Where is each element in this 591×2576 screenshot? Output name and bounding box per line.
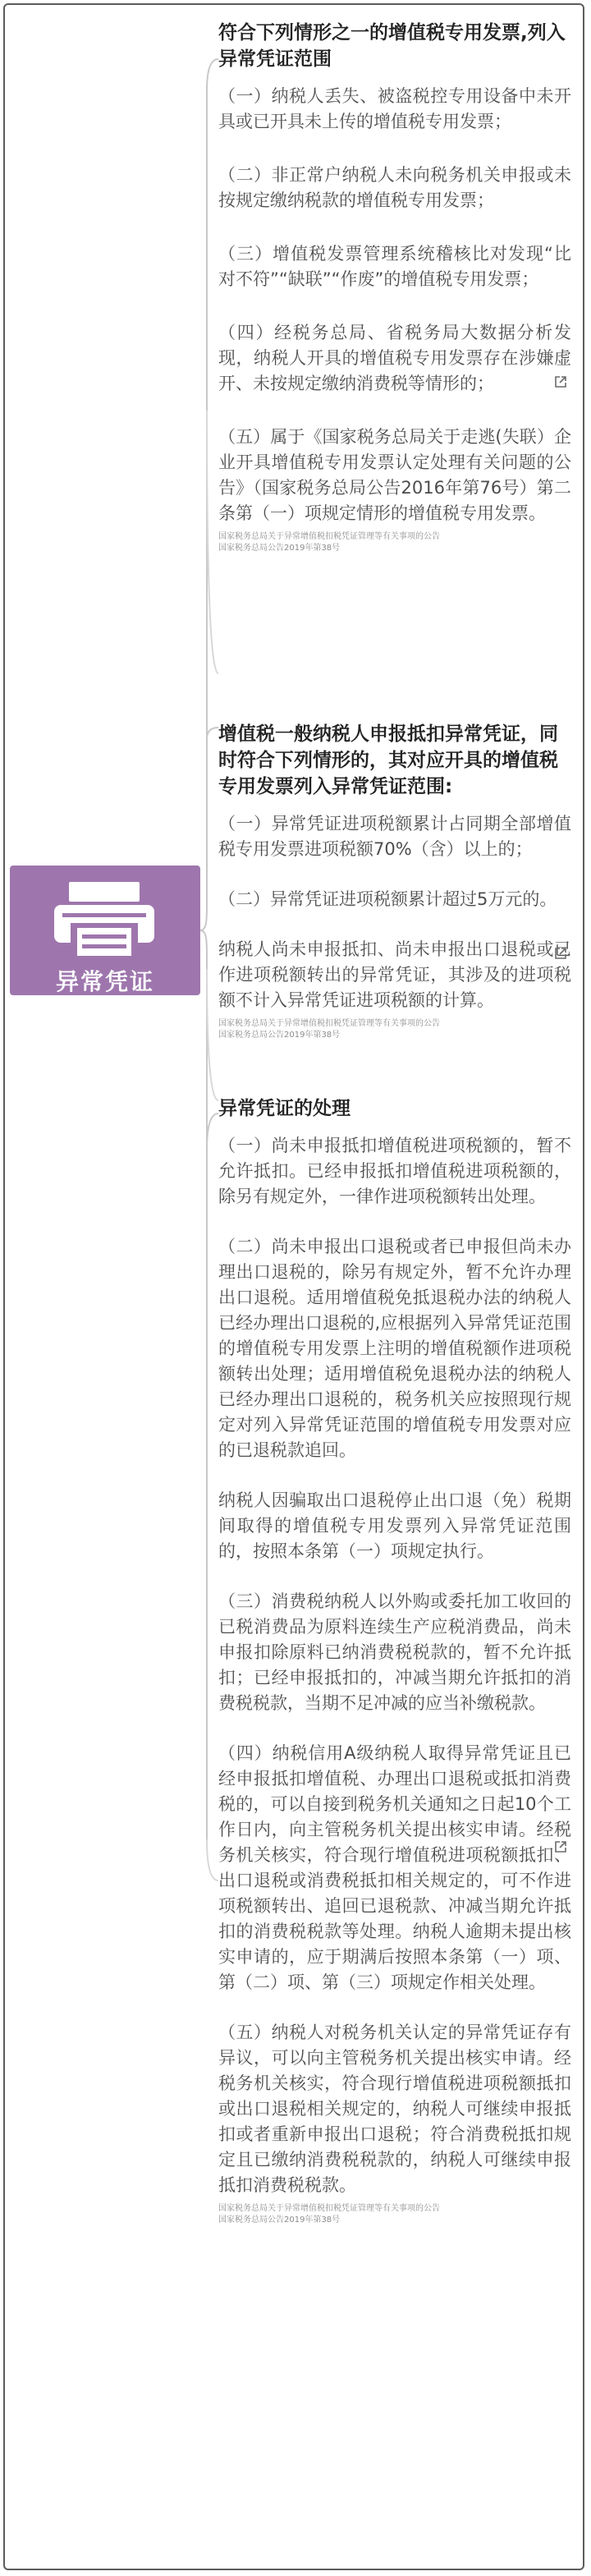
external-link-icon[interactable] [553, 1839, 568, 1854]
source-note: 国家税务总局关于异常增值税扣税凭证管理等有关事项的公告 [218, 2204, 440, 2213]
branch-item: （五）纳税人对税务机关认定的异常凭证存有异议，可以向主管税务机关提出核实申请。经税务机关核实，符合现行增值税进项税额抵扣或出口退税相关规定的，纳税人可继续申报抵扣或者重新申报出口退税；符合消费税抵扣规定且已缴纳消费税税款的，纳税人可继续申报抵扣消费税税款。 [218, 2023, 571, 2195]
source-note: 国家税务总局公告2019年第38号 [218, 2216, 341, 2225]
branch-item: （四）纳税信用A级纳税人取得异常凭证且已经申报抵扣增值税、办理出口退税或抵扣消费税的，可以自接到税务机关通知之日起10个工作日内，向主管税务机关提出核实申请。经税务机关核实，符合现行增值税进项税额抵扣、出口退税或消费税抵扣相关规定的，可不作进项税额转出、追回已退税款、冲减当期允许抵扣的消费税税款等处理。纳税人逾期未提出核实申请的，应于期满后按照本条第（一）项、第（二）项、第（三）项规定作相关处理。 [218, 1743, 571, 1992]
branch-item: 纳税人尚未申报抵扣、尚未申报出口退税或已作进项税额转出的异常凭证，其涉及的进项税额不计入异常凭证进项税额的计算。 [218, 939, 571, 1010]
source-note: 国家税务总局关于异常增值税扣税凭证管理等有关事项的公告 [218, 532, 440, 541]
branch-general-taxpayer[interactable] [218, 721, 571, 1041]
branch-item: （四）经税务总局、省税务局大数据分析发现，纳税人开具的增值税专用发票存在涉嫌虚开、未按规定缴纳消费税等情形的； [218, 323, 571, 393]
branch-item: （二）尚未申报出口退税或者已申报但尚未办理出口退税的，除另有规定外，暂不允许办理出口退税。适用增值税免抵退税办法的纳税人已经办理出口退税的,应根据列入异常凭证范围的增值税专用发票上注明的增值税额作进项税额转出处理；适用增值税免退税办法的纳税人已经办理出口退税的，税务机关应按照现行规定对列入异常凭证范围的增值税专用发票对应的已退税款追回。 [218, 1237, 571, 1460]
branch-item: （一）异常凭证进项税额累计占同期全部增值税专用发票进项税额70%（含）以上的； [218, 814, 571, 859]
source-note: 国家税务总局公告2019年第38号 [218, 1031, 341, 1040]
external-link-icon[interactable] [553, 374, 568, 389]
branch-item: （一）纳税人丢失、被盗税控专用设备中未开具或已开具未上传的增值税专用发票； [218, 86, 571, 131]
printer-icon [43, 877, 166, 959]
root-node[interactable] [10, 866, 200, 995]
root-label: 异常凭证 [55, 968, 154, 995]
branch-title: 增值税一般纳税人申报抵扣异常凭证，同时符合下列情形的，其对应开具的增值税专用发票列入异常凭证范围: [218, 723, 558, 797]
branch-item: （三）增值税发票管理系统稽核比对发现“比对不符”“缺联”“作废”的增值税专用发票； [218, 244, 571, 289]
branch-item: （二）非正常户纳税人未向税务机关申报或未按规定缴纳税款的增值税专用发票； [218, 165, 571, 210]
branch-title: 异常凭证的处理 [218, 1098, 350, 1119]
branch-item: （五）属于《国家税务总局关于走逃(失联）企业开具增值税专用发票认定处理有关问题的公告》（国家税务总局公告2016年第76号）第二条第（一）项规定情形的增值税专用发票。 [218, 427, 571, 523]
external-link-icon[interactable] [553, 946, 568, 961]
source-note: 国家税务总局公告2019年第38号 [218, 544, 341, 553]
branch-item: （二）异常凭证进项税额累计超过5万元的。 [218, 889, 557, 909]
branch-item: （三）消费税纳税人以外购或委托加工收回的已税消费品为原料连续生产应税消费品，尚未申报扣除原料已纳消费税税款的，暂不允许抵扣；已经申报抵扣的，冲减当期允许抵扣的消费税税款，当期不足冲减的应当补缴税款。 [218, 1591, 571, 1713]
branch-title: 符合下列情形之一的增值税专用发票,列入异常凭证范围 [218, 22, 566, 70]
branch-abnormal-handling[interactable] [218, 1095, 571, 2226]
branch-item: 纳税人因骗取出口退税停止出口退（免）税期间取得的增值税专用发票列入异常凭证范围的，按照本条第（一）项规定执行。 [218, 1490, 571, 1561]
source-note: 国家税务总局关于异常增值税扣税凭证管理等有关事项的公告 [218, 1019, 440, 1028]
branch-item: （一）尚未申报抵扣增值税进项税额的，暂不允许抵扣。已经申报抵扣增值税进项税额的，除另有规定外，一律作进项税额转出处理。 [218, 1136, 571, 1206]
branch-abnormal-scope[interactable] [218, 20, 571, 554]
